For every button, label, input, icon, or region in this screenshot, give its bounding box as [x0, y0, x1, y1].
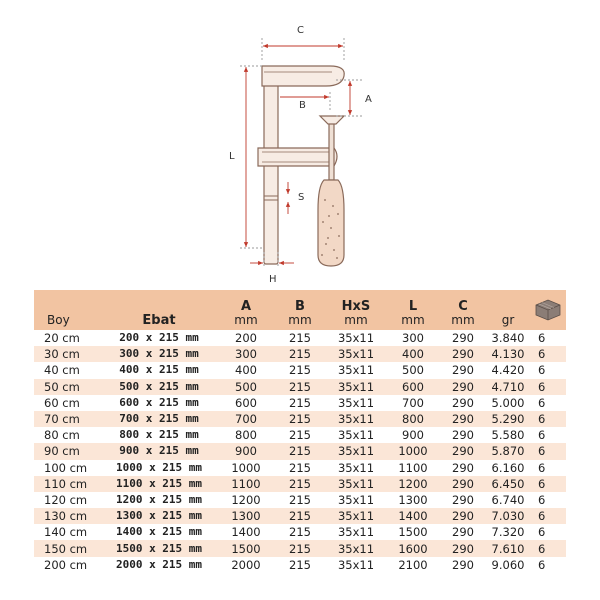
- cell-hxs: 35x11: [337, 492, 375, 507]
- table-row: [34, 476, 566, 492]
- cell-a: 600: [235, 395, 257, 410]
- label-h: H: [269, 274, 277, 285]
- cell-b: 215: [289, 444, 311, 459]
- cell-qty: 6: [538, 541, 546, 556]
- cell-l: 300: [402, 331, 424, 346]
- cell-hxs: 35x11: [337, 509, 375, 524]
- swivel-pad: [320, 116, 344, 124]
- cell-gr: 6.740: [491, 492, 525, 507]
- cell-hxs: 35x11: [337, 557, 375, 572]
- cell-hxs: 35x11: [337, 476, 375, 491]
- cell-l: 400: [402, 347, 424, 362]
- header-hxs: [326, 290, 386, 330]
- cell-a: 1100: [231, 476, 261, 491]
- cell-gr: 4.710: [491, 379, 525, 394]
- cell-boy: 140 cm: [44, 525, 88, 540]
- cell-hxs: 35x11: [337, 444, 375, 459]
- cell-boy: 60 cm: [44, 395, 80, 410]
- table-row: [34, 443, 566, 459]
- cell-l: 500: [402, 363, 424, 378]
- label-a: A: [365, 94, 372, 105]
- cell-gr: 5.000: [491, 395, 525, 410]
- cell-boy: 80 cm: [44, 428, 80, 443]
- fixed-jaw: [262, 66, 344, 86]
- cell-hxs: 35x11: [337, 541, 375, 556]
- cell-gr: 7.030: [491, 509, 525, 524]
- cell-qty: 6: [538, 476, 546, 491]
- cell-b: 215: [289, 541, 311, 556]
- header-a: [218, 290, 274, 330]
- cell-c: 290: [452, 509, 474, 524]
- cell-hxs: 35x11: [337, 412, 375, 427]
- cell-l: 1400: [398, 509, 428, 524]
- cell-ebat: 700 x 215 mm: [119, 412, 199, 426]
- table-row: [34, 379, 566, 395]
- cell-c: 290: [452, 363, 474, 378]
- cell-a: 2000: [231, 557, 261, 572]
- cell-boy: 150 cm: [44, 541, 88, 556]
- cell-b: 215: [289, 476, 311, 491]
- cell-ebat: 200 x 215 mm: [119, 331, 199, 345]
- cell-ebat: 1000 x 215 mm: [115, 460, 203, 474]
- cell-l: 900: [402, 428, 424, 443]
- header-l-unit: mm: [401, 313, 425, 327]
- cell-c: 290: [452, 395, 474, 410]
- cell-qty: 6: [538, 379, 546, 394]
- header-c-unit: mm: [451, 313, 475, 327]
- cell-b: 215: [289, 379, 311, 394]
- cell-boy: 120 cm: [44, 492, 88, 507]
- cell-a: 1400: [231, 525, 261, 540]
- cell-l: 2100: [398, 557, 428, 572]
- header-c: [440, 290, 486, 330]
- cell-hxs: 35x11: [337, 395, 375, 410]
- table-row: [34, 395, 566, 411]
- cell-a: 1300: [231, 509, 261, 524]
- header-b-label: B: [295, 299, 305, 314]
- cell-qty: 6: [538, 347, 546, 362]
- cell-boy: 70 cm: [44, 412, 80, 427]
- cell-a: 400: [235, 363, 257, 378]
- header-a-unit: mm: [234, 313, 258, 327]
- cell-hxs: 35x11: [337, 331, 375, 346]
- box-icon: [533, 297, 563, 321]
- cell-gr: 7.320: [491, 525, 525, 540]
- cell-qty: 6: [538, 395, 546, 410]
- cell-gr: 6.450: [491, 476, 525, 491]
- cell-a: 1000: [231, 460, 261, 475]
- table-row: [34, 330, 566, 346]
- cell-c: 290: [452, 557, 474, 572]
- cell-gr: 6.160: [491, 460, 525, 475]
- cell-boy: 90 cm: [44, 444, 80, 459]
- cell-gr: 3.840: [491, 331, 525, 346]
- cell-ebat: 600 x 215 mm: [119, 395, 199, 409]
- cell-l: 1100: [398, 460, 428, 475]
- cell-boy: 200 cm: [44, 557, 88, 572]
- clamp-drawing: [258, 66, 344, 266]
- header-l: [386, 290, 440, 330]
- cell-qty: 6: [538, 428, 546, 443]
- cell-b: 215: [289, 347, 311, 362]
- header-b: [274, 290, 326, 330]
- cell-c: 290: [452, 347, 474, 362]
- cell-hxs: 35x11: [337, 363, 375, 378]
- cell-ebat: 2000 x 215 mm: [115, 557, 203, 571]
- cell-c: 290: [452, 460, 474, 475]
- cell-l: 800: [402, 412, 424, 427]
- cell-qty: 6: [538, 557, 546, 572]
- table-row: [34, 524, 566, 540]
- table-row: [34, 362, 566, 378]
- cell-qty: 6: [538, 412, 546, 427]
- cell-ebat: 400 x 215 mm: [119, 363, 199, 377]
- table-row: [34, 508, 566, 524]
- cell-qty: 6: [538, 525, 546, 540]
- cell-l: 700: [402, 395, 424, 410]
- cell-c: 290: [452, 331, 474, 346]
- cell-ebat: 1200 x 215 mm: [115, 492, 203, 506]
- cell-l: 1000: [398, 444, 428, 459]
- cell-boy: 30 cm: [44, 347, 80, 362]
- cell-c: 290: [452, 379, 474, 394]
- header-boy: Boy: [47, 313, 70, 327]
- cell-gr: 4.130: [491, 347, 525, 362]
- header-b-unit: mm: [288, 313, 312, 327]
- cell-gr: 5.580: [491, 428, 525, 443]
- cell-l: 1500: [398, 525, 428, 540]
- table-row: [34, 492, 566, 508]
- cell-ebat: 900 x 215 mm: [119, 444, 199, 458]
- cell-l: 600: [402, 379, 424, 394]
- cell-qty: 6: [538, 363, 546, 378]
- label-b: B: [299, 100, 306, 111]
- cell-c: 290: [452, 476, 474, 491]
- cell-ebat: 1300 x 215 mm: [115, 509, 203, 523]
- cell-b: 215: [289, 428, 311, 443]
- cell-gr: 5.870: [491, 444, 525, 459]
- cell-b: 215: [289, 509, 311, 524]
- header-hxs-unit: mm: [344, 313, 368, 327]
- cell-b: 215: [289, 363, 311, 378]
- cell-gr: 9.060: [491, 557, 525, 572]
- cell-boy: 110 cm: [44, 476, 88, 491]
- header-c-label: C: [458, 299, 468, 314]
- cell-a: 200: [235, 331, 257, 346]
- cell-c: 290: [452, 428, 474, 443]
- label-s: S: [298, 192, 305, 203]
- cell-hxs: 35x11: [337, 379, 375, 394]
- wooden-handle: [318, 180, 344, 266]
- cell-b: 215: [289, 525, 311, 540]
- header-l-label: L: [408, 299, 418, 314]
- table-body: [34, 330, 566, 573]
- cell-c: 290: [452, 525, 474, 540]
- cell-hxs: 35x11: [337, 347, 375, 362]
- cell-l: 1200: [398, 476, 428, 491]
- cell-boy: 100 cm: [44, 460, 88, 475]
- table-row: [34, 540, 566, 556]
- cell-boy: 20 cm: [44, 331, 80, 346]
- table-row: [34, 460, 566, 476]
- clamp-rail: [264, 78, 278, 264]
- cell-boy: 130 cm: [44, 509, 88, 524]
- cell-a: 900: [235, 444, 257, 459]
- cell-qty: 6: [538, 444, 546, 459]
- cell-l: 1600: [398, 541, 428, 556]
- table-row: [34, 346, 566, 362]
- header-ebat: Ebat: [142, 313, 176, 328]
- cell-b: 215: [289, 460, 311, 475]
- table-row: [34, 557, 566, 573]
- cell-l: 1300: [398, 492, 428, 507]
- clamp-screw: [329, 120, 334, 180]
- cell-qty: 6: [538, 509, 546, 524]
- cell-gr: 5.290: [491, 412, 525, 427]
- cell-qty: 6: [538, 492, 546, 507]
- sliding-jaw: [258, 148, 337, 166]
- cell-ebat: 1400 x 215 mm: [115, 525, 203, 539]
- cell-a: 1500: [231, 541, 261, 556]
- cell-gr: 4.420: [491, 363, 525, 378]
- cell-b: 215: [289, 412, 311, 427]
- cell-b: 215: [289, 331, 311, 346]
- cell-c: 290: [452, 412, 474, 427]
- cell-b: 215: [289, 557, 311, 572]
- clamp-diagram: [0, 0, 600, 285]
- cell-b: 215: [289, 492, 311, 507]
- cell-ebat: 800 x 215 mm: [119, 428, 199, 442]
- cell-hxs: 35x11: [337, 460, 375, 475]
- header-a-label: A: [240, 299, 252, 314]
- cell-a: 1200: [231, 492, 261, 507]
- cell-c: 290: [452, 444, 474, 459]
- cell-a: 300: [235, 347, 257, 362]
- cell-qty: 6: [538, 460, 546, 475]
- cell-b: 215: [289, 395, 311, 410]
- table-header-row: [34, 290, 566, 330]
- header-weight: gr: [501, 313, 515, 327]
- cell-ebat: 1100 x 215 mm: [115, 476, 203, 490]
- label-c: C: [297, 25, 304, 36]
- cell-c: 290: [452, 492, 474, 507]
- cell-hxs: 35x11: [337, 428, 375, 443]
- cell-ebat: 1500 x 215 mm: [115, 541, 203, 555]
- cell-ebat: 300 x 215 mm: [119, 347, 199, 361]
- label-l: L: [229, 151, 235, 162]
- table-row: [34, 427, 566, 443]
- cell-a: 700: [235, 412, 257, 427]
- cell-a: 500: [235, 379, 257, 394]
- cell-boy: 40 cm: [44, 363, 80, 378]
- cell-ebat: 500 x 215 mm: [119, 379, 199, 393]
- spec-table: [34, 290, 566, 573]
- header-hxs-label: HxS: [341, 299, 371, 314]
- header-pack: [530, 290, 566, 330]
- cell-qty: 6: [538, 331, 546, 346]
- table-row: [34, 411, 566, 427]
- cell-hxs: 35x11: [337, 525, 375, 540]
- cell-boy: 50 cm: [44, 379, 80, 394]
- cell-c: 290: [452, 541, 474, 556]
- cell-gr: 7.610: [491, 541, 525, 556]
- cell-a: 800: [235, 428, 257, 443]
